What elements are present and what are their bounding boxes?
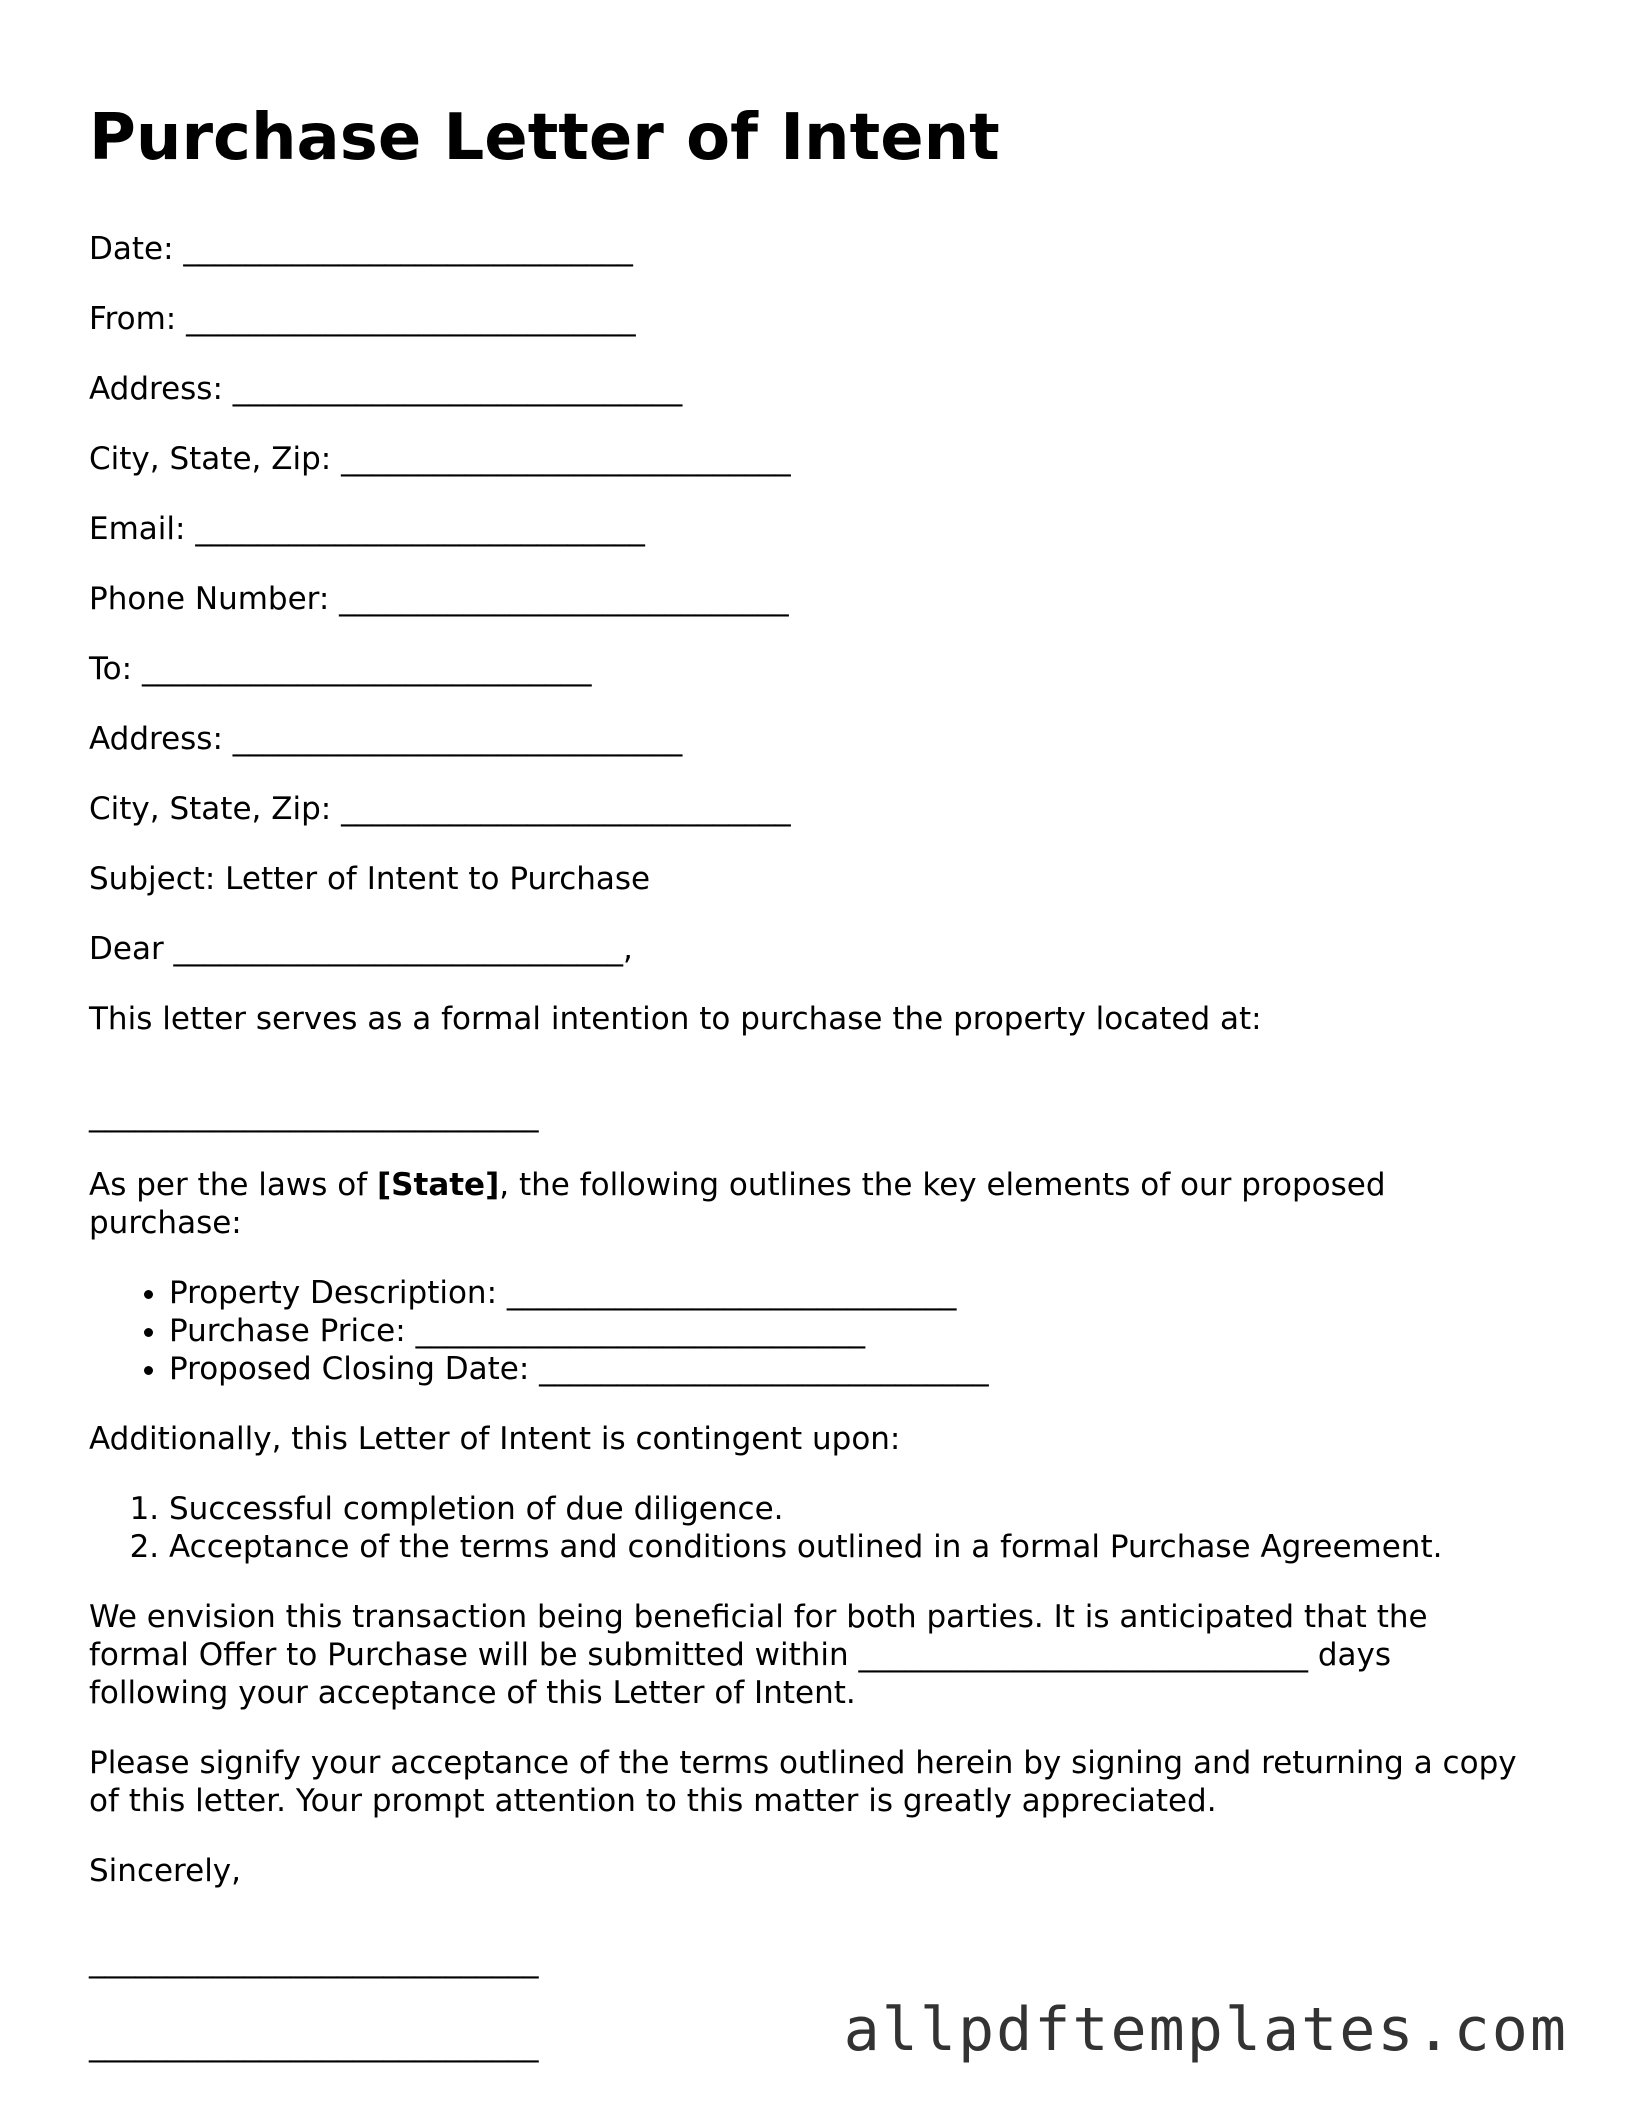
sender-address-field: [89, 370, 1549, 408]
recipient-city-label: City, State, Zip:: [89, 791, 332, 827]
list-item: [169, 1350, 1549, 1388]
laws-suffix: , the following outlines the key elements of our proposed purchase:: [89, 1167, 1386, 1241]
list-item: 1. Successful completion of due diligence.: [169, 1490, 1549, 1528]
laws-paragraph: [89, 1166, 1529, 1242]
contingencies-list: [89, 1490, 1549, 1566]
sender-city-blank[interactable]: _____________________________: [341, 441, 791, 477]
envision-prefix: We envision this transaction being beneficial for both parties. It is anticipated that the formal Offer to Purchase will be submitted within: [89, 1599, 1428, 1673]
date-label: Date:: [89, 231, 174, 267]
purchase-price-label: Purchase Price:: [169, 1313, 406, 1349]
sender-city-field: [89, 440, 1549, 478]
closing-date-label: Proposed Closing Date:: [169, 1351, 530, 1387]
phone-field: [89, 580, 1549, 618]
from-field: [89, 300, 1549, 338]
email-label: Email:: [89, 511, 186, 547]
document-title: Purchase Letter of Intent: [89, 101, 1000, 175]
property-description-blank[interactable]: _____________________________: [506, 1275, 957, 1311]
salutation-prefix: Dear: [89, 931, 164, 967]
printed-name-blank[interactable]: _____________________________: [89, 2027, 539, 2063]
date-blank[interactable]: _____________________________: [183, 231, 633, 267]
recipient-city-blank[interactable]: _____________________________: [341, 791, 791, 827]
contingent-intro: Additionally, this Letter of Intent is contingent upon:: [89, 1421, 901, 1457]
sender-address-label: Address:: [89, 371, 223, 407]
watermark: allpdftemplates.com: [843, 1995, 1568, 2065]
subject-line: Subject: Letter of Intent to Purchase: [89, 861, 651, 897]
salutation-comma: ,: [623, 931, 633, 967]
to-blank[interactable]: _____________________________: [141, 651, 592, 687]
from-label: From:: [89, 301, 177, 337]
to-field: [89, 650, 1549, 688]
list-item: [169, 1274, 1549, 1312]
list-item: [169, 1312, 1549, 1350]
to-label: To:: [89, 651, 133, 687]
property-location-blank[interactable]: _____________________________: [89, 1097, 539, 1133]
sender-address-blank[interactable]: _____________________________: [232, 371, 683, 407]
phone-blank[interactable]: _____________________________: [339, 581, 789, 617]
key-elements-list: [89, 1274, 1549, 1388]
recipient-address-field: [89, 720, 1549, 758]
list-item: 2. Acceptance of the terms and conditions outlined in a formal Purchase Agreement.: [169, 1528, 1549, 1566]
intro-paragraph: This letter serves as a formal intention to purchase the property located at:: [89, 1001, 1262, 1037]
recipient-address-blank[interactable]: _____________________________: [232, 721, 683, 757]
recipient-address-label: Address:: [89, 721, 223, 757]
state-placeholder: [State]: [377, 1167, 500, 1203]
closing-line: Sincerely,: [89, 1853, 242, 1889]
closing-date-blank[interactable]: _____________________________: [539, 1351, 989, 1387]
envision-suffix: days following your acceptance of this Letter of Intent.: [89, 1637, 1392, 1711]
envision-paragraph: [89, 1598, 1529, 1712]
acceptance-paragraph: Please signify your acceptance of the terms outlined herein by signing and returning a copy of this letter. Your prompt attention to this matter is greatly appreciated.: [89, 1745, 1517, 1819]
email-blank[interactable]: _____________________________: [195, 511, 645, 547]
signature-blank[interactable]: _____________________________: [89, 1943, 539, 1979]
purchase-price-blank[interactable]: _____________________________: [415, 1313, 866, 1349]
property-description-label: Property Description:: [169, 1275, 498, 1311]
days-blank[interactable]: _____________________________: [858, 1637, 1309, 1673]
laws-prefix: As per the laws of: [89, 1167, 377, 1203]
email-field: [89, 510, 1549, 548]
salutation: [89, 930, 1549, 968]
date-field: [89, 230, 1549, 268]
recipient-city-field: [89, 790, 1549, 828]
salutation-blank[interactable]: _____________________________: [173, 931, 624, 967]
phone-label: Phone Number:: [89, 581, 330, 617]
sender-city-label: City, State, Zip:: [89, 441, 332, 477]
letter-page: [89, 100, 1549, 2064]
from-blank[interactable]: _____________________________: [186, 301, 636, 337]
